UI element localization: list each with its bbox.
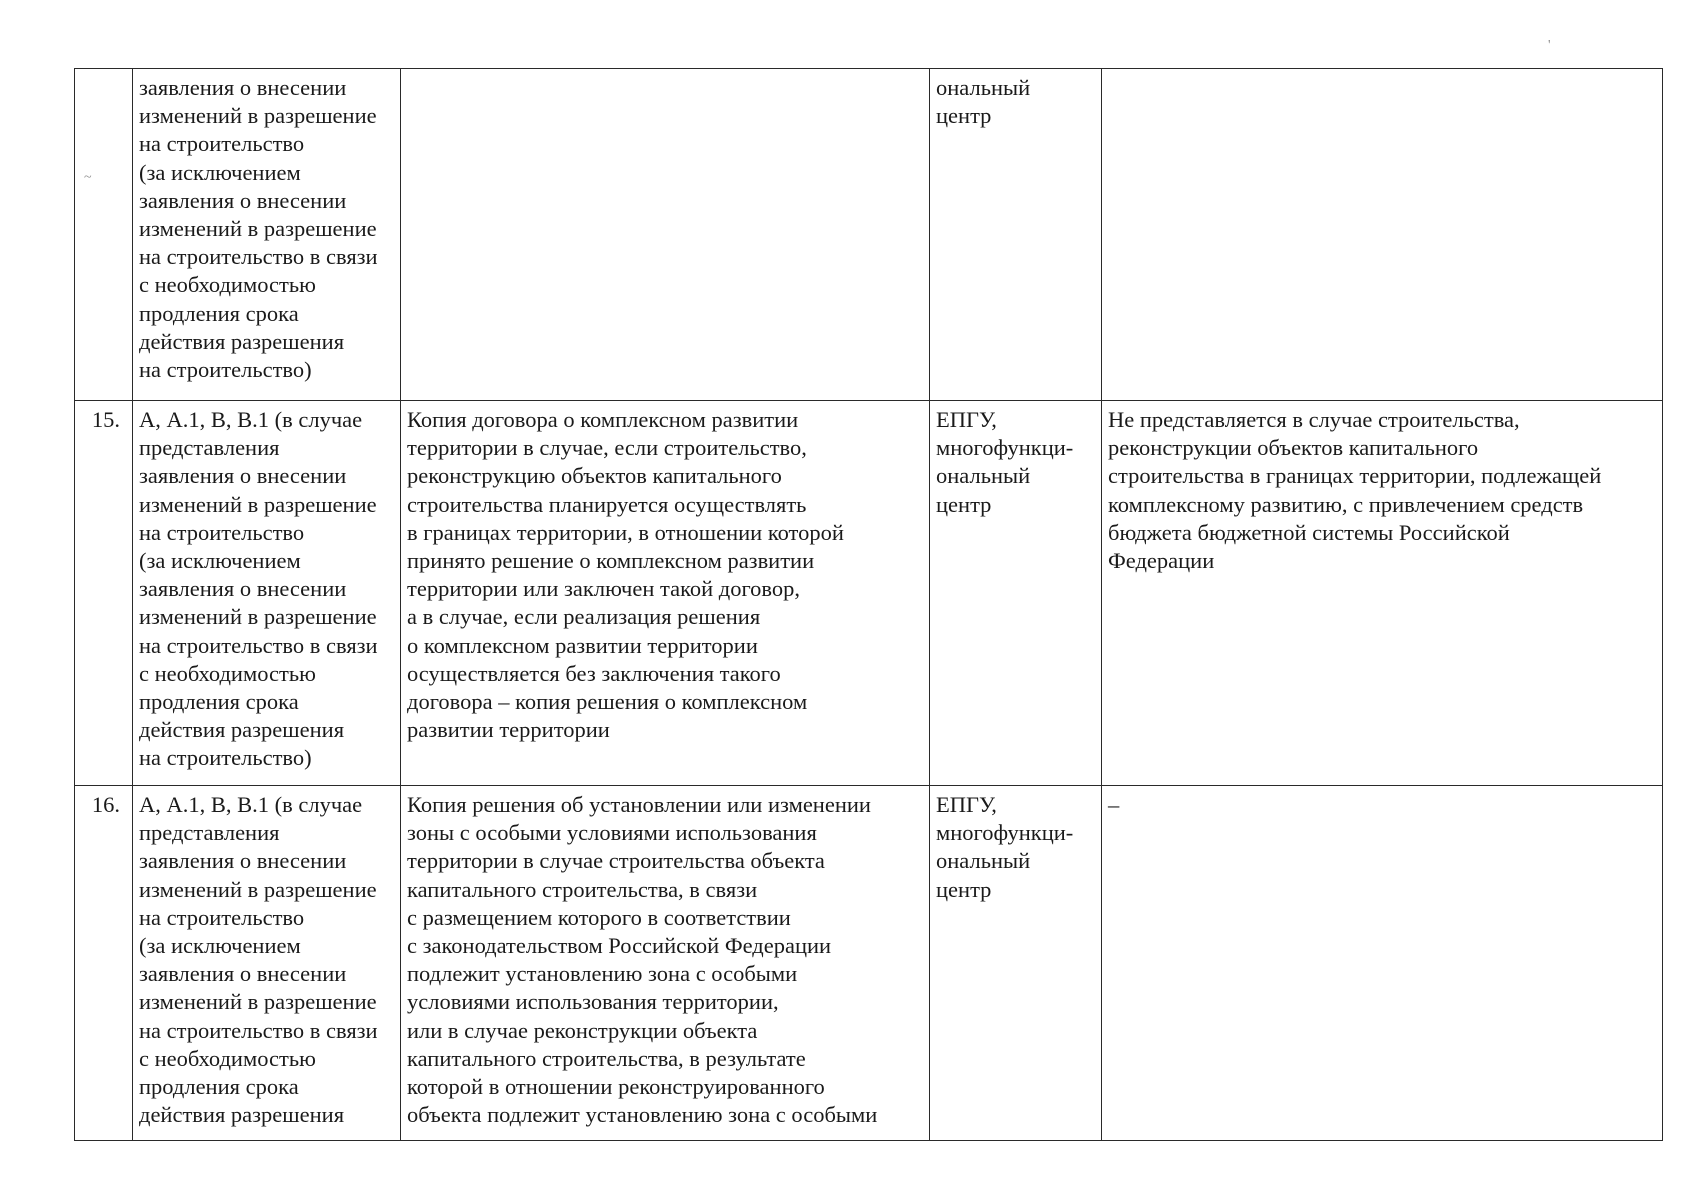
requirements-table: [74, 68, 1663, 1141]
submission-channel-cell: ЕПГУ, многофункци- ональный центр: [930, 401, 1102, 786]
note-cell: Не представляется в случае строительства, реконструкции объектов капитального строительства в границах территории, подлежащей комплексному развитию, с привлечением средств бюджета бюджетной системы Российской Федерации: [1102, 401, 1663, 786]
scan-speck: ': [1548, 38, 1551, 53]
scan-speck: ~: [84, 170, 92, 185]
row-number: 15.: [75, 401, 133, 786]
document-cell: Копия договора о комплексном развитии территории в случае, если строительство, реконструкцию объектов капитального строительства планируется осуществлять в границах территории, в отношении которой принято решение о комплексном развитии территории или заключен такой договор, а в случае, если реализация решения о комплексном развитии территории осуществляется без заключения такого договора – копия решения о комплексном развитии территории: [401, 401, 930, 786]
applicant-category-cell: А, А.1, В, В.1 (в случае представления заявления о внесении изменений в разрешение на строительство (за исключением заявления о внесении изменений в разрешение на строительство в связи с необходимостью продления срока действия разрешения на строительство): [133, 401, 401, 786]
row-number: [75, 69, 133, 401]
note-cell: –: [1102, 786, 1663, 1141]
row-number: 16.: [75, 786, 133, 1141]
submission-channel-cell: ЕПГУ, многофункци- ональный центр: [930, 786, 1102, 1141]
table-row: [75, 786, 1663, 1141]
note-cell: [1102, 69, 1663, 401]
table-row: [75, 401, 1663, 786]
table-row: [75, 69, 1663, 401]
submission-channel-cell: ональный центр: [930, 69, 1102, 401]
document-cell: Копия решения об установлении или изменении зоны с особыми условиями использования территории в случае строительства объекта капитального строительства, в связи с размещением которого в соответствии с законодательством Российской Федерации подлежит установлению зона с особыми условиями использования территории, или в случае реконструкции объекта капитального строительства, в результате которой в отношении реконструированного объекта подлежит установлению зона с особыми: [401, 786, 930, 1141]
document-cell: [401, 69, 930, 401]
applicant-category-cell: заявления о внесении изменений в разрешение на строительство (за исключением заявления о внесении изменений в разрешение на строительство в связи с необходимостью продления срока действия разрешения на строительство): [133, 69, 401, 401]
applicant-category-cell: А, А.1, В, В.1 (в случае представления заявления о внесении изменений в разрешение на строительство (за исключением заявления о внесении изменений в разрешение на строительство в связи с необходимостью продления срока действия разрешения: [133, 786, 401, 1141]
